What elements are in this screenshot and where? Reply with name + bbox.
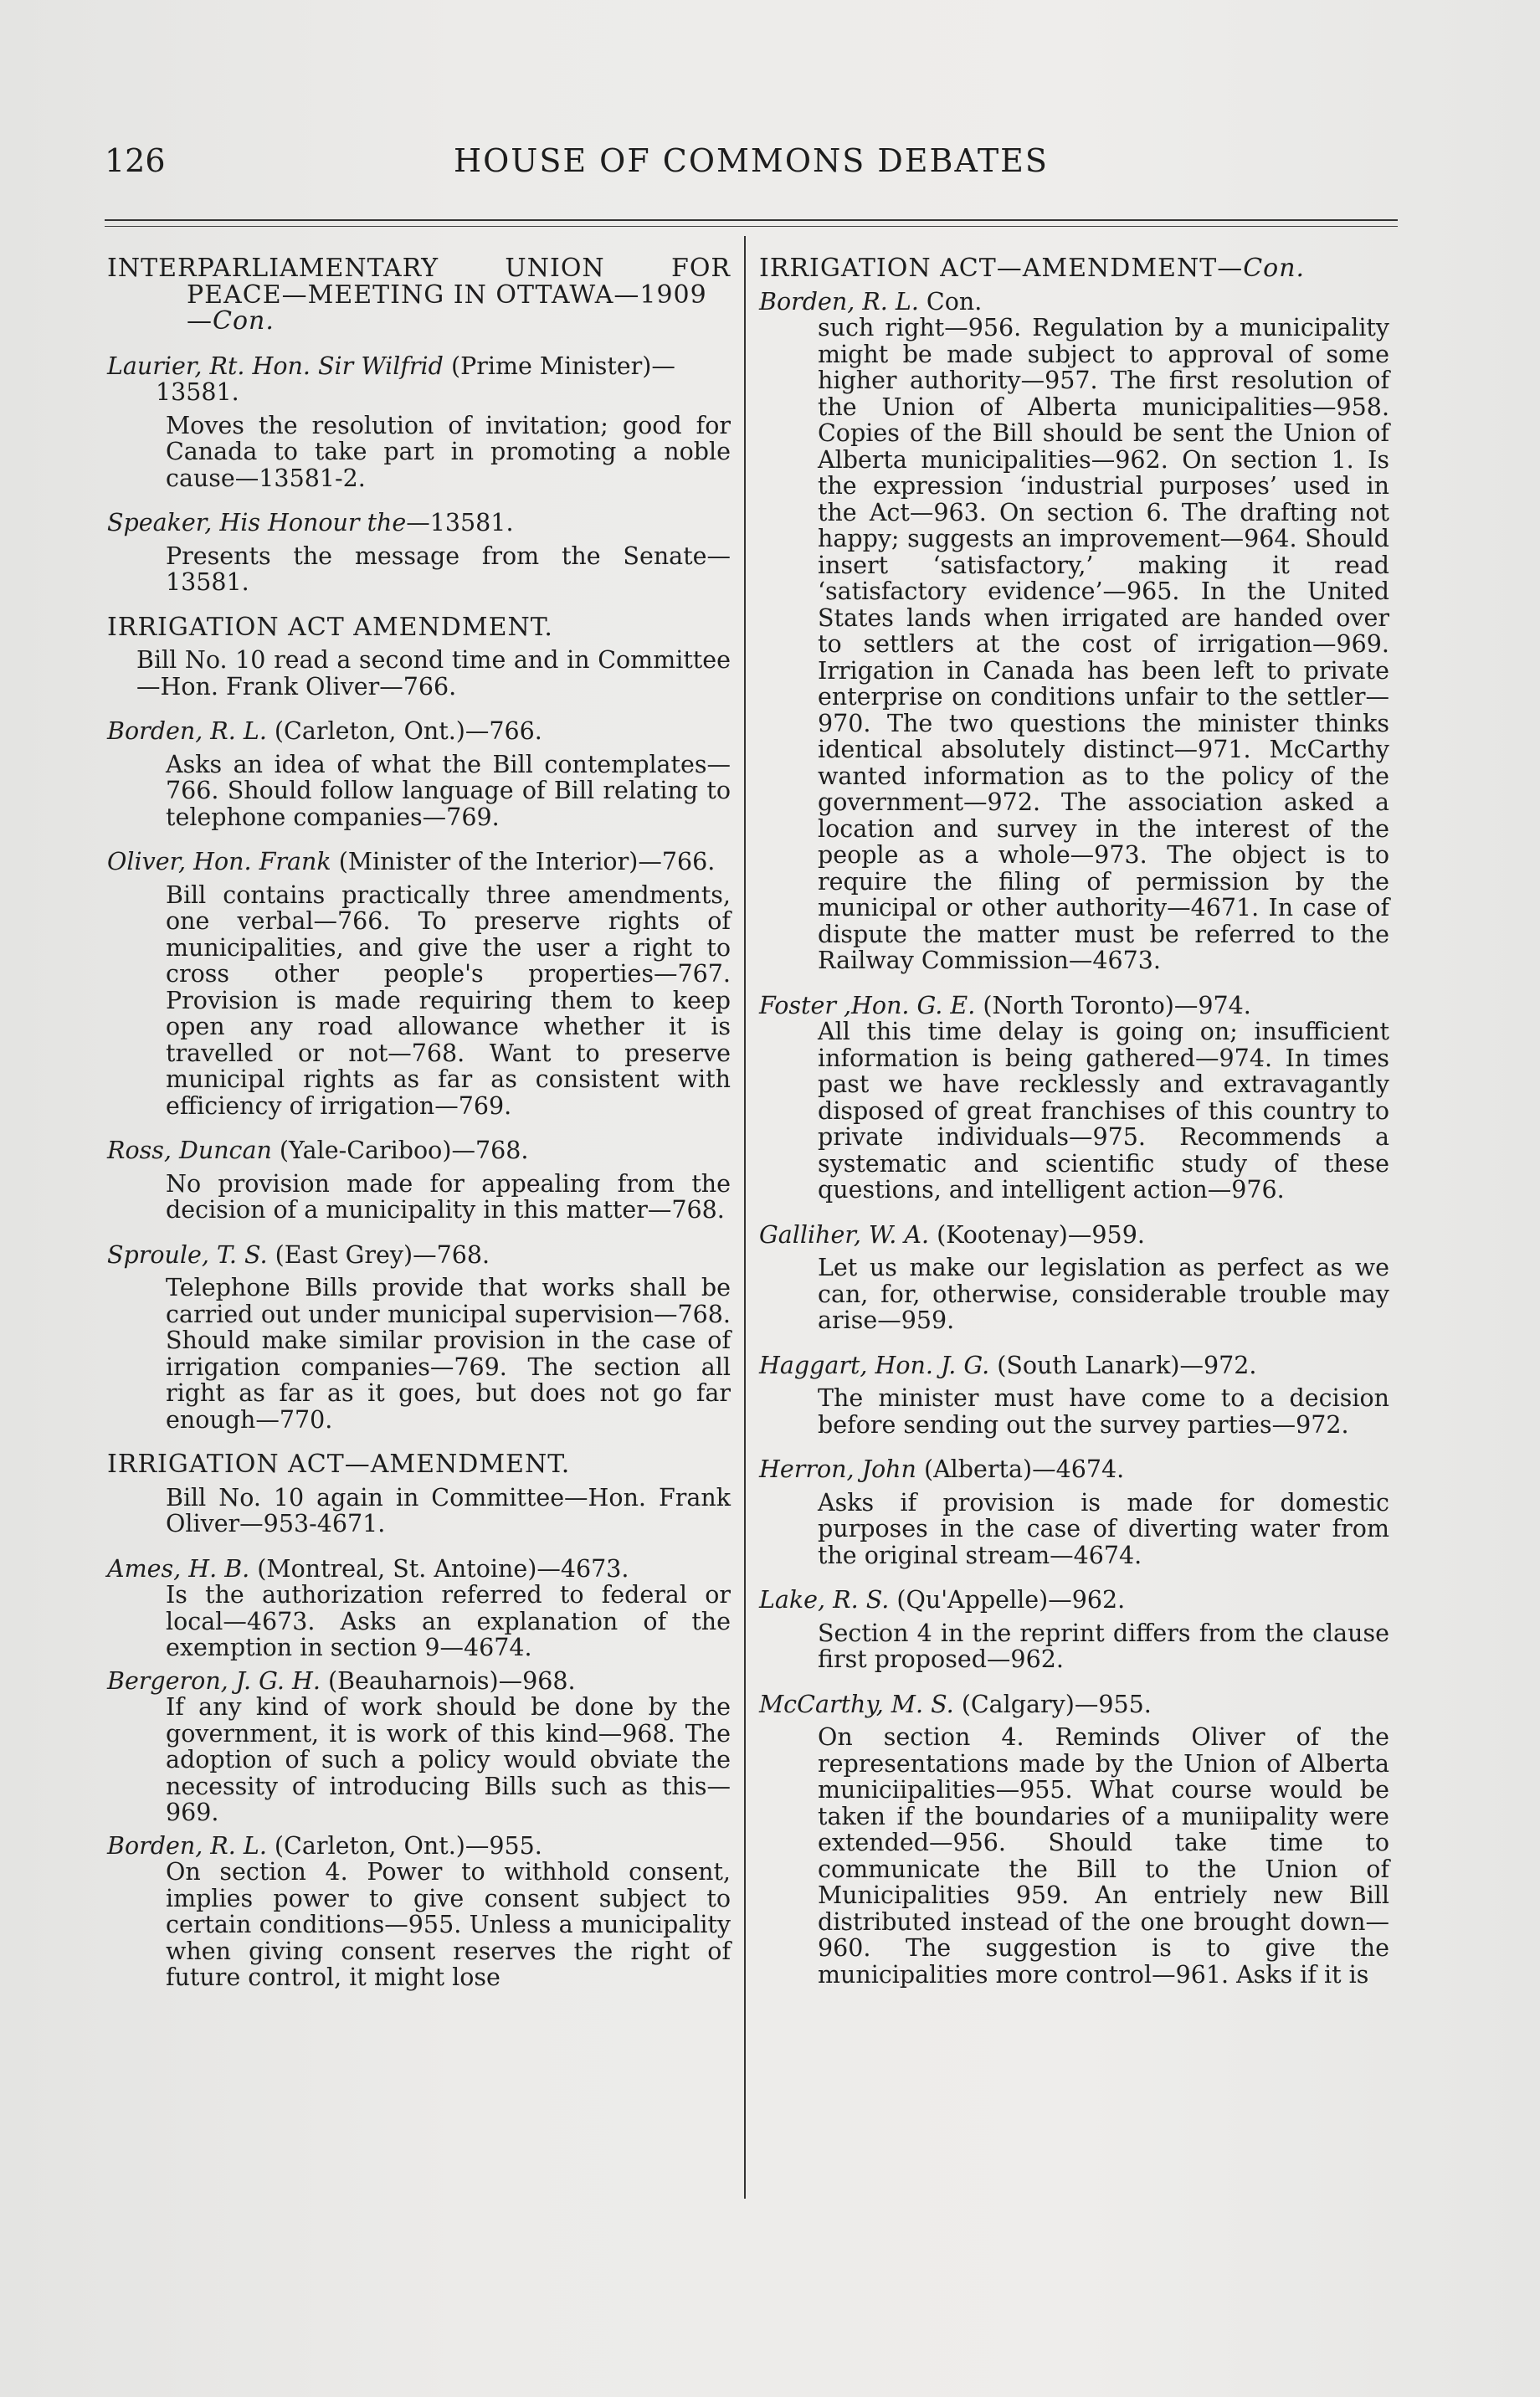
speech-summary: Section 4 in the reprint differs from the clause first proposed—962. [818,1619,1389,1673]
running-title: HOUSE OF COMMONS DEBATES [454,142,1049,179]
speaker-name: Sproule, T. S. [107,1240,268,1269]
speaker-riding: (Minister of the Interior)—766. [331,848,716,875]
entry-ross [107,1137,731,1224]
header-rule-thin [105,226,1398,227]
entry-laurier [107,353,731,492]
speaker-riding: Con. [918,287,983,316]
speaker-riding: (Beauharnois)—968. [320,1666,576,1695]
speaker-name: Herron, John [759,1455,916,1483]
speech-summary: The minister must have come to a decision before sending out the survey parties—972. [818,1384,1389,1439]
speech-summary: On section 4. Reminds Oliver of the representations made by the Union of Alberta municiipalities—955. What course would be taken if the boundaries of a muniipality were extended—956. Should take time to communicate the Bill to the Union of Municipalities 959. An entriely new Bill distributed instead of the one brought down—960. The suggestion is to give the municipalities more control—961. Asks if it is [818,1723,1389,1989]
header-rule [105,219,1398,221]
speaker-name: Foster ,Hon. G. E. [759,991,976,1019]
speaker-riding: (Carleton, Ont.)—766. [266,717,542,745]
page-header [105,142,1398,192]
speaker-name: Lake, R. S. [759,1586,890,1614]
speech-summary: All this time delay is going on; insufficient information is being gathered—974. In times past we have recklessly and extravagantly disposed of great franchises of this country to private individuals—975. Recommends a systematic and scientific study of these questions, and intelligent action—976. [818,1018,1389,1204]
speaker-riding: (Kootenay)—959. [929,1220,1145,1249]
right-column [759,255,1389,1988]
heading-line: PEACE—MEETING IN OTTAWA—1909 [187,280,707,310]
speech-summary: On section 4. Power to withhold consent, implies power to give consent subject to certain conditions—955. Unless a municipality when giving consent reserves the right of future control, it might lose [166,1858,731,1991]
speech-summary: No provision made for appealing from the decision of a municipality in this matter—768. [166,1169,731,1224]
entry-haggart [759,1352,1389,1439]
entry-borden [107,718,731,830]
speaker-name: Borden, R. L. [759,287,919,316]
section-heading-irrigation-cont [759,255,1389,282]
speech-summary: Bill contains practically three amendments, one verbal—766. To preserve rights of municipalities, and give the user a right to cross other people's properties—767. Provision is made requiring them to keep open any road allowance whether it is travelled or not—768. Want to preserve municipal rights as far as consistent with efficiency of irrigation—769. [166,880,731,1120]
speaker-name: Speaker, His Honour the [107,509,407,536]
entry-foster [759,993,1389,1204]
speech-summary: Asks an idea of what the Bill contemplates—766. Should follow language of Bill relating to telephone companies—769. [166,750,731,831]
speech-summary: Asks if provision is made for domestic purposes in the case of diverting water from the original stream—4674. [818,1488,1389,1569]
entry-borden-2 [107,1833,731,1991]
speaker-name: Ames, H. B. [107,1554,250,1583]
heading-cont: Con. [213,306,275,336]
section-heading-interparliamentary [107,255,731,335]
entry-ames [107,1556,731,1661]
speaker-riding: (Alberta)—4674. [916,1455,1125,1483]
entry-mccarthy [759,1691,1389,1989]
speaker-name: Borden, R. L. [107,717,267,745]
speech-summary: If any kind of work should be done by the government, it is work of this kind—968. The adoption of such a policy would obviate the necessity of introducing Bills such as this—969. [166,1693,731,1826]
speech-summary: such right—956. Regulation by a municipality might be made subject to approval of some higher authority—957. The first resolution of the Union of Alberta municipalities—958. Copies of the Bill should be sent the Union of Alberta municipalities—962. On section 1. Is the expression ‘industrial purposes’ used in the Act—963. On section 6. The drafting not happy; suggests an improvement—964. Should insert ‘satisfactory,’ making it read ‘satisfactory evidence’—965. In the United States lands when irrigated are handed over to settlers at the cost of irrigation—969. Irrigation in Canada has been left to private enterprise on conditions unfair to the settler—970. The two questions the minister thinks identical absolutely distinct—971. McCarthy wanted information as to the policy of the government—972. The association asked a location and survey in the interest of the people as a whole—973. The object is to require the filing of permission by the municipal or other authority—4671. In case of dispute the matter must be referred to the Railway Commission—4673. [818,314,1389,974]
entry-sproule [107,1242,731,1434]
page-number: 126 [105,142,166,179]
speaker-riding: (Qu'Appelle)—962. [889,1586,1126,1614]
speaker-riding: —13581. [406,509,514,536]
speaker-name: McCarthy, M. S. [759,1690,954,1718]
heading-text: IRRIGATION ACT—AMENDMENT— [759,254,1244,283]
entry-herron [759,1456,1389,1568]
speaker-name: Galliher, W. A. [759,1220,930,1249]
speaker-riding: (Montreal, St. Antoine)—4673. [249,1554,629,1583]
entry-galliher [759,1222,1389,1334]
bill-note: Bill No. 10 read a second time and in Committee—Hon. Frank Oliver—766. [136,646,731,701]
heading-dash: — [187,306,213,336]
speaker-riding: (Carleton, Ont.)—955. [266,1831,542,1860]
entry-speaker [107,510,731,596]
speaker-riding: (East Grey)—768. [267,1240,490,1269]
bill-note: Bill No. 10 again in Committee—Hon. Frank Oliver—953-4671. [166,1483,731,1537]
section-heading-irrigation-amendment: IRRIGATION ACT—AMENDMENT. [107,1450,571,1479]
speaker-riding: (South Lanark)—972. [989,1351,1257,1379]
entry-oliver [107,849,731,1119]
speaker-riding: (North Toronto)—974. [975,991,1251,1019]
speaker-riding: (Calgary)—955. [953,1690,1152,1718]
speaker-name: Borden, R. L. [107,1831,267,1860]
entry-borden-cont [759,289,1389,974]
left-column [107,255,731,1991]
section-heading-irrigation: IRRIGATION ACT AMENDMENT. [107,612,553,642]
speaker-name: Laurier, Rt. Hon. Sir Wilfrid [107,352,444,380]
speaker-name: Oliver, Hon. Frank [107,848,331,875]
entry-bergeron [107,1668,731,1826]
speech-summary: Moves the resolution of invitation; good for Canada to take part in promoting a noble cause—13581-2. [166,411,731,492]
speech-summary: Telephone Bills provide that works shall be carried out under municipal supervision—768. Should make similar provision in the case of irrigation companies—769. The section all right as far as it goes, but does not go far enough—770. [166,1274,731,1434]
speaker-riding: (Prime Minister)—13581. [156,352,675,406]
speaker-name: Ross, Duncan [107,1137,272,1164]
speech-summary: Let us make our legislation as perfect as we can, for, otherwise, considerable trouble may arise—959. [818,1254,1389,1334]
entry-lake [759,1587,1389,1673]
speaker-riding: (Yale-Cariboo)—768. [271,1137,529,1164]
column-divider [744,236,746,2199]
speaker-name: Bergeron, J. G. H. [107,1666,321,1695]
speech-summary: Presents the message from the Senate—13581. [166,542,731,596]
speech-summary: Is the authorization referred to federal or local—4673. Asks an explanation of the exemption in section 9—4674. [166,1581,731,1661]
heading-line: INTERPARLIAMENTARY UNION FOR [107,254,731,283]
heading-cont: Con. [1243,254,1306,283]
speaker-name: Haggart, Hon. J. G. [759,1351,990,1379]
